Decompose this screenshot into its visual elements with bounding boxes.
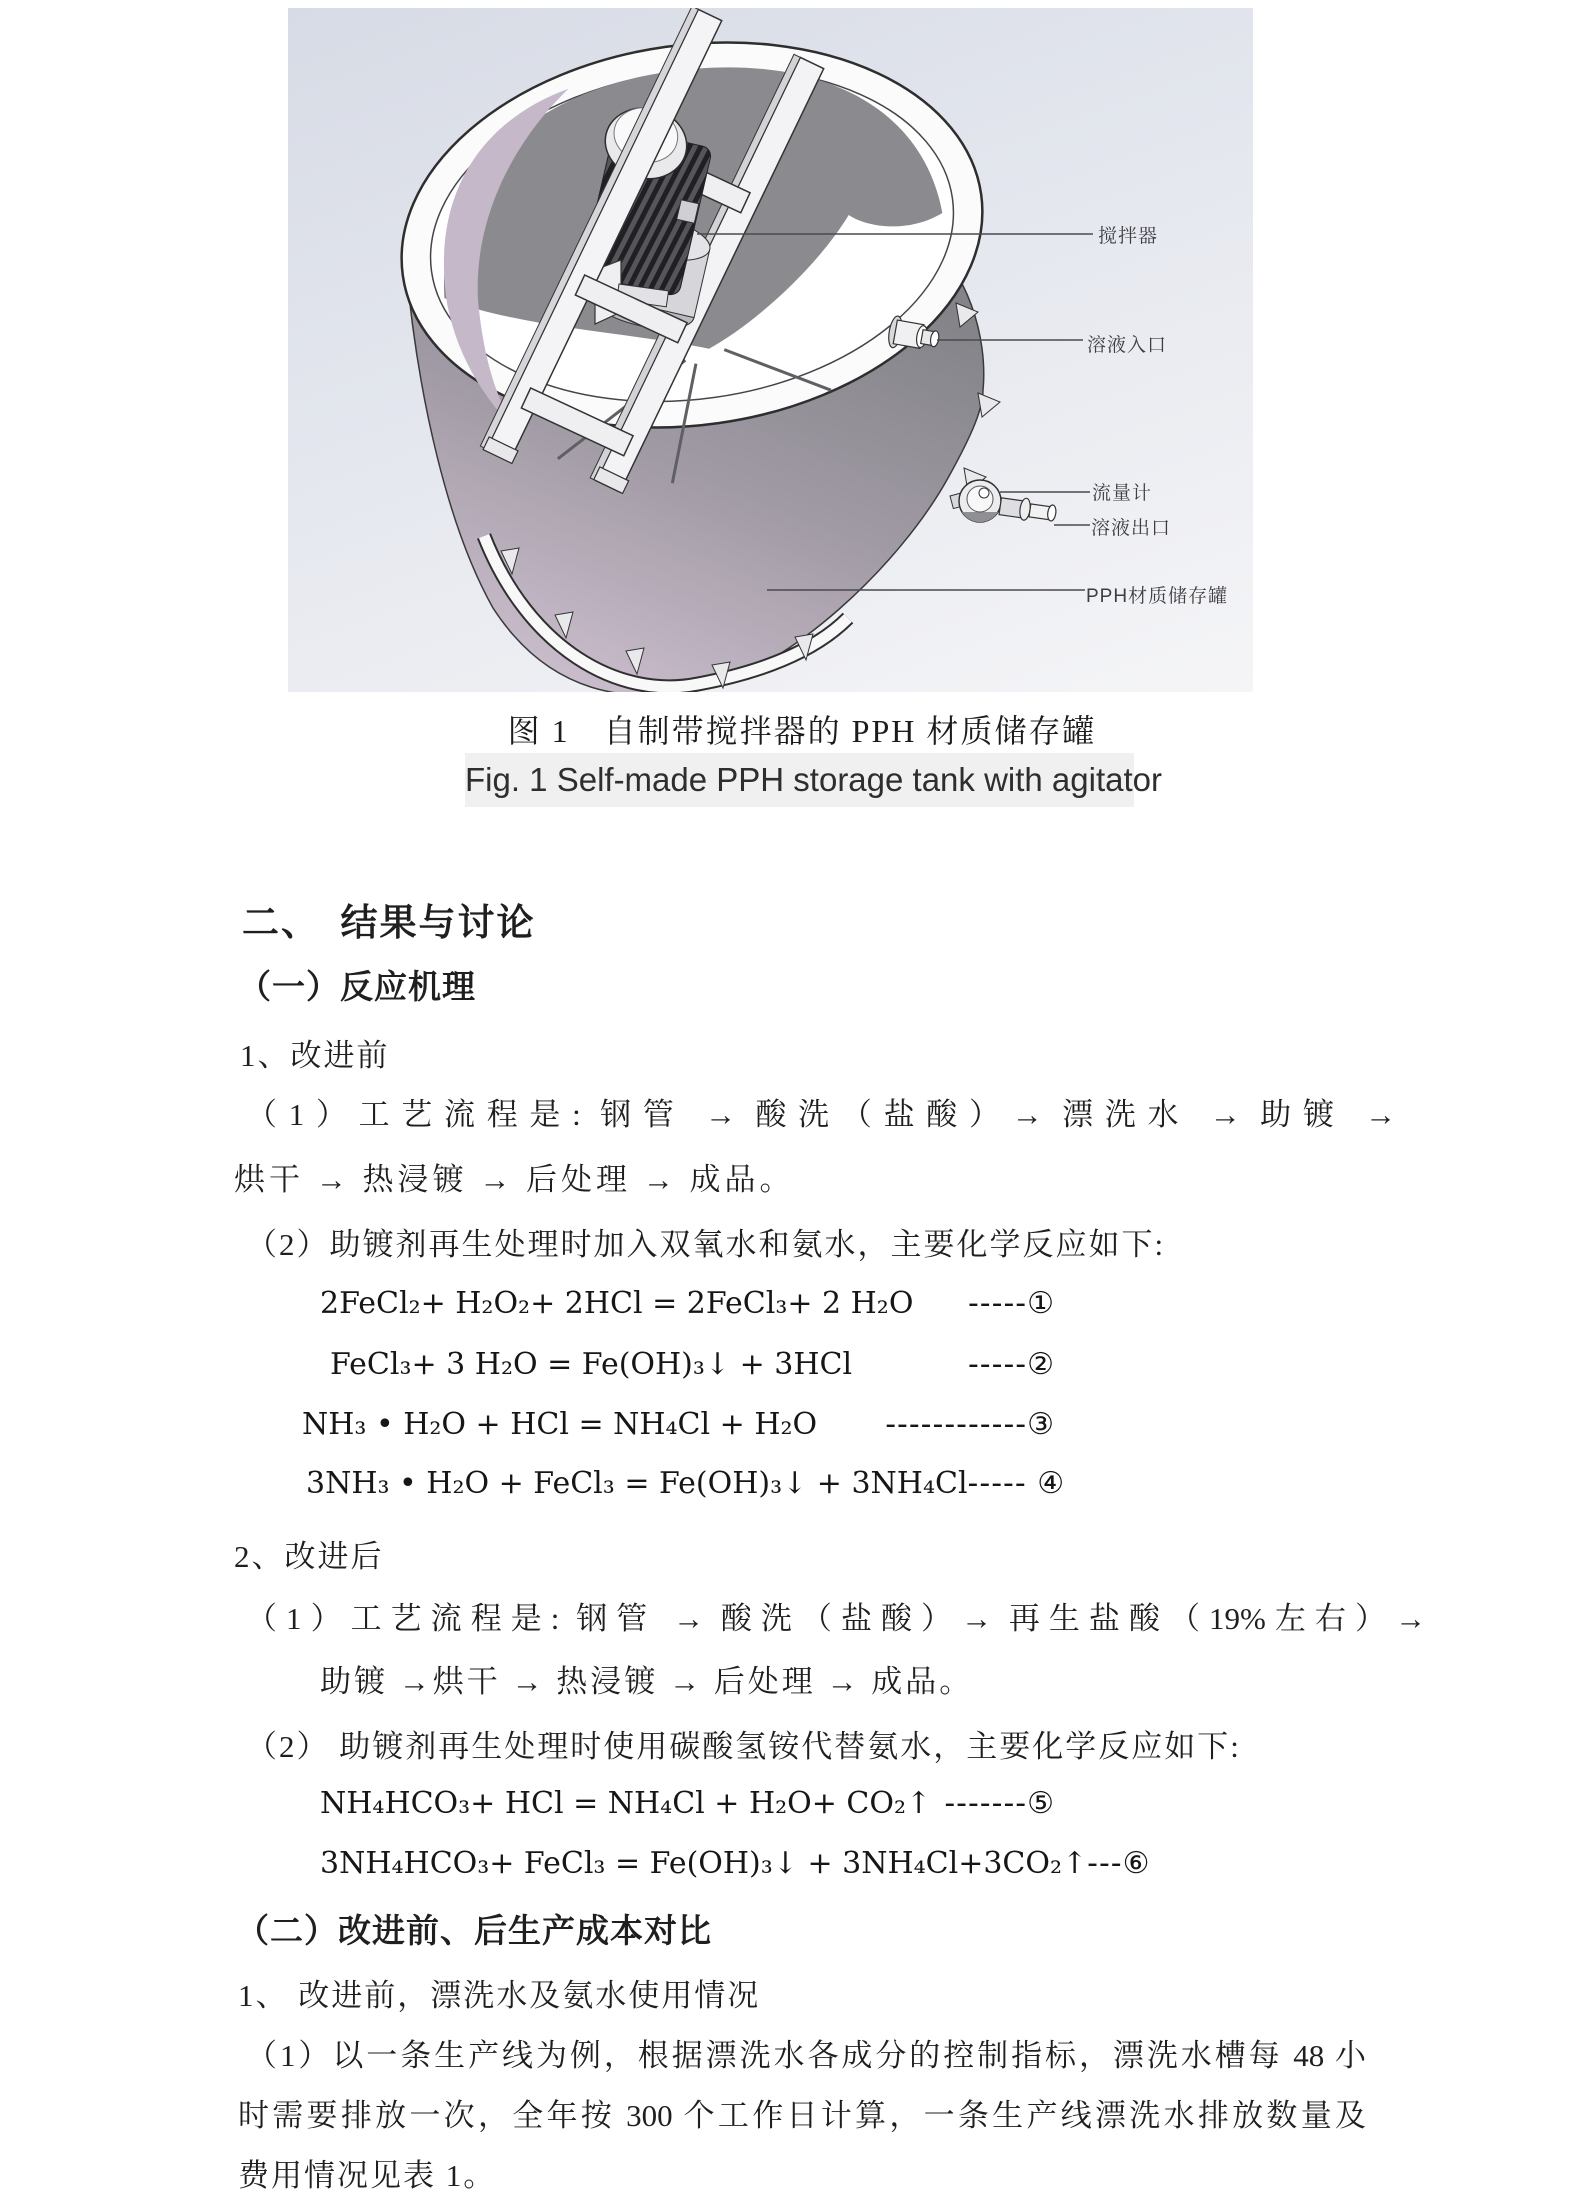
equation-3-formula: NH₃ • H₂O + HCl = NH₄Cl + H₂O [302,1407,818,1442]
equation-2-number: -----② [967,1347,1055,1382]
before-flow-line2: 烘干 → 热浸镀 → 后处理 → 成品。 [234,1162,795,1197]
before-item-label: 1、改进前 [240,1038,390,1073]
callout-label-pph-tank: PPH材质储存罐 [1086,586,1229,607]
equation-5-number: -------⑤ [944,1786,1055,1821]
subsection-1-title: （一）反应机理 [238,970,476,1006]
after-flow-line2: 助镀 →烘干 → 热浸镀 → 后处理 → 成品。 [320,1664,974,1699]
callout-label-flow-meter: 流量计 [1092,483,1153,504]
cost-item-label: 1、 改进前，漂洗水及氨水使用情况 [238,1978,761,2013]
after-note: （2） 助镀剂再生处理时使用碳酸氢铵代替氨水，主要化学反应如下: [246,1729,1241,1764]
flow-meter [950,480,1057,524]
equation-1-number: -----① [967,1286,1055,1321]
cost-paragraph-line1: （1）以一条生产线为例，根据漂洗水各成分的控制指标，漂洗水槽每 48 小 [246,2038,1366,2073]
equation-3 [302,1407,1055,1442]
before-flow-line1: （1）工艺流程是: 钢管 → 酸洗（盐酸）→ 漂洗水 → 助镀 → [246,1097,1396,1132]
equation-6-number: ---⑥ [1087,1846,1151,1881]
cost-paragraph-line2: 时需要排放一次，全年按 300 个工作日计算，一条生产线漂洗水排放数量及 [238,2098,1366,2133]
equation-4-formula: 3NH₃ • H₂O + FeCl₃ = Fe(OH)₃↓ + 3NH₄Cl [306,1466,968,1501]
after-item-label: 2、改进后 [234,1539,384,1574]
equation-5 [320,1786,1055,1821]
subsection-2-title: （二）改进前、后生产成本对比 [236,1914,712,1950]
equation-6-formula: 3NH₄HCO₃+ FeCl₃ = Fe(OH)₃↓ + 3NH₄Cl+3CO₂↑ [320,1846,1088,1881]
equation-6 [320,1846,1151,1881]
before-note: （2）助镀剂再生处理时加入双氧水和氨水，主要化学反应如下: [246,1227,1166,1262]
cost-paragraph-line3: 费用情况见表 1。 [238,2158,497,2193]
equation-1 [320,1286,1055,1321]
equation-5-formula: NH₄HCO₃+ HCl = NH₄Cl + H₂O+ CO₂↑ [320,1786,932,1821]
after-flow-line1: （1）工艺流程是: 钢管 → 酸洗（盐酸）→ 再生盐酸（19%左右）→ [246,1601,1426,1636]
section-title: 二、 结果与讨论 [242,903,536,944]
equation-3-number: ------------③ [885,1407,1055,1442]
figure-caption-zh: 图 1 自制带搅拌器的 PPH 材质储存罐 [507,713,1097,749]
callout-label-solution-outlet: 溶液出口 [1091,518,1172,539]
callout-label-agitator: 搅拌器 [1098,226,1159,247]
equation-2 [320,1347,1055,1382]
equation-4 [306,1466,1066,1501]
equation-1-formula: 2FeCl₂+ H₂O₂+ 2HCl = 2FeCl₃+ 2 H₂O [320,1286,914,1321]
equation-4-number: ----- ④ [967,1466,1066,1501]
figure-caption-en: Fig. 1 Self-made PPH storage tank with agitator [465,753,1134,807]
equation-2-formula: FeCl₃+ 3 H₂O = Fe(OH)₃↓ + 3HCl [330,1347,853,1382]
callout-label-solution-inlet: 溶液入口 [1087,335,1168,356]
